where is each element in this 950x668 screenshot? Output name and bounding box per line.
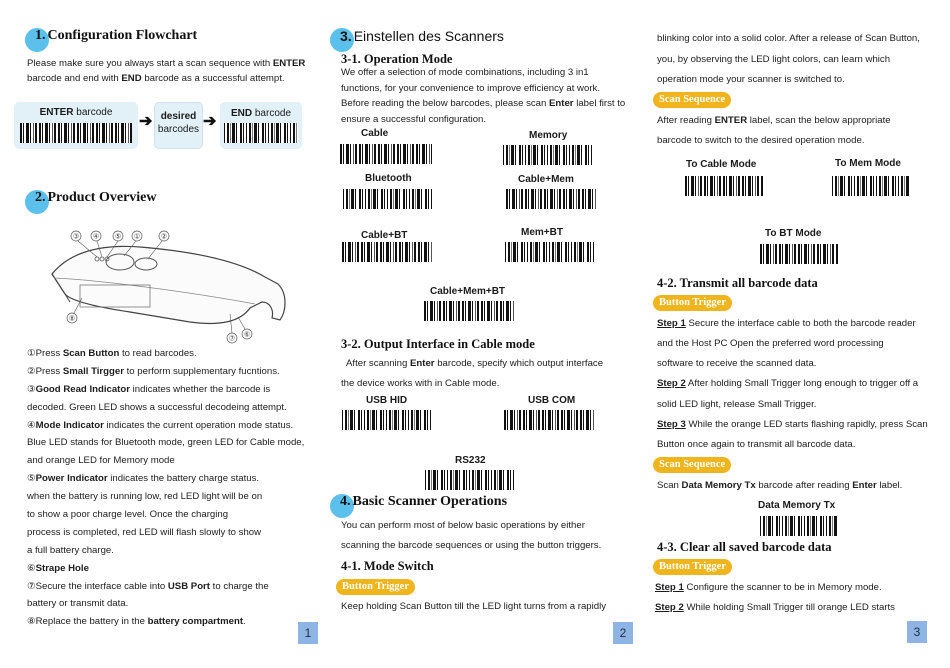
subsection-title: 3-2. Output Interface in Cable mode	[341, 337, 535, 351]
step-line: Step 3 While the orange LED starts flashing rapidly, press Scan	[657, 419, 928, 430]
paragraph-line: After scanning Enter barcode, specify which output interface	[346, 358, 604, 369]
flow-desired-line-2: barcodes	[157, 124, 200, 135]
barcode-cable	[340, 144, 432, 164]
flow-desired-line-1: desired	[160, 111, 197, 122]
section-2-heading	[25, 190, 157, 206]
section-number: 3.	[340, 28, 352, 44]
button-trigger-badge: Button Trigger	[336, 579, 415, 595]
page-3	[647, 0, 950, 668]
list-item: process is completed, red LED will flash slowly to show	[27, 526, 262, 538]
barcode-label: Memory	[529, 130, 568, 141]
section-1-heading	[25, 28, 197, 44]
paragraph-line: functions, for your convenience to improve efficiency at work.	[341, 83, 600, 94]
barcode-to-bt-mode	[760, 244, 838, 264]
section-4-heading	[330, 494, 507, 510]
barcode-cable-mem-bt	[424, 301, 515, 321]
barcode-label: Data Memory Tx	[758, 500, 836, 511]
section-number: 4.	[340, 494, 351, 509]
svg-text:④: ④	[92, 233, 100, 241]
barcode-label: To Mem Mode	[835, 158, 901, 169]
list-item: battery or transmit data.	[27, 598, 129, 610]
scanner-device-illustration	[40, 222, 290, 347]
flow-enter-label: ENTER barcode	[39, 107, 113, 118]
barcode-bluetooth	[343, 189, 433, 209]
flow-end-label: END barcode	[230, 108, 292, 119]
barcode-label: Mem+BT	[521, 227, 563, 238]
flow-desired-box	[154, 102, 203, 149]
barcode-data-memory-tx	[760, 516, 838, 536]
list-item: ⑦Secure the interface cable into USB Port to charge the	[27, 580, 269, 592]
paragraph-line: operation mode your scanner is switched to.	[657, 74, 845, 85]
list-item: ⑤Power Indicator indicates the battery charge status.	[27, 473, 260, 485]
page-number: 1	[298, 622, 318, 644]
barcode-label: Bluetooth	[365, 173, 412, 184]
list-item: ②Press Small Tirgger to perform supplementary fucntions.	[27, 365, 280, 377]
paragraph-line: ensure a successful configuration.	[341, 114, 487, 125]
subsection-title: 3-1. Operation Mode	[341, 52, 453, 66]
button-trigger-badge: Button Trigger	[653, 295, 732, 311]
barcode-memory	[503, 145, 593, 165]
paragraph-line: blinking color into a solid color. After a release of Scan Button,	[657, 33, 920, 44]
barcode-usb-com	[504, 410, 595, 430]
barcode-label: USB COM	[528, 395, 576, 406]
enter-barcode	[20, 123, 132, 143]
paragraph-line: We offer a selection of mode combinations, including 3 in1	[341, 67, 589, 78]
flow-arrow-icon: ➔	[139, 113, 153, 130]
scan-sequence-badge: Scan Sequence	[653, 92, 731, 108]
barcode-label: Cable	[361, 128, 389, 139]
list-item: to show a poor charge level. Once the charging	[27, 509, 229, 521]
paragraph-line: scanning the barcode sequences or using the button triggers.	[341, 540, 602, 551]
paragraph-line: After reading ENTER label, scan the below appropriate	[657, 115, 891, 126]
svg-text:⑥: ⑥	[243, 331, 251, 339]
barcode-to-mem-mode	[832, 176, 910, 196]
list-item: ④Mode Indicator indicates the current operation mode status.	[27, 419, 294, 431]
barcode-mem-bt	[505, 242, 595, 262]
subsection-title: 4-2. Transmit all barcode data	[657, 276, 818, 290]
svg-text:③: ③	[72, 233, 80, 241]
intro-line-2: barcode and end with END barcode as a successful attempt.	[27, 73, 285, 84]
barcode-cable-mem	[506, 189, 596, 209]
page-number: 2	[613, 622, 633, 644]
list-item: ①Press Scan Button to read barcodes.	[27, 348, 197, 359]
barcode-label: Cable+Mem+BT	[430, 286, 506, 297]
barcode-label: Cable+Mem	[518, 174, 574, 185]
paragraph-line: barcode to switch to the desired operation mode.	[657, 135, 865, 146]
paragraph-line: Before reading the below barcodes, please scan Enter label first to	[341, 98, 626, 109]
page-1	[0, 0, 325, 668]
step-line: solid LED light, release Small Trigger.	[657, 399, 817, 410]
step-line: Step 1 Secure the interface cable to both the barcode reader	[657, 318, 916, 329]
svg-text:②: ②	[160, 233, 168, 241]
paragraph-line: you, by observing the LED light colors, can learn which	[657, 54, 891, 65]
barcode-usb-hid	[342, 410, 433, 430]
section-number: 2.	[35, 190, 46, 205]
page-number: 3	[907, 621, 927, 643]
svg-text:⑧: ⑧	[68, 315, 76, 323]
paragraph-line: You can perform most of below basic operations by either	[341, 520, 585, 531]
barcode-label: Cable+BT	[361, 230, 408, 241]
barcode-cable-bt	[342, 242, 433, 262]
step-line: Step 2 While holding Small Trigger till orange LED starts	[655, 602, 895, 613]
step-line: software to receive the scanned data.	[657, 358, 817, 369]
svg-text:⑤: ⑤	[114, 233, 122, 241]
subsection-title: 4-3. Clear all saved barcode data	[657, 540, 832, 554]
list-item: and orange LED for Memory mode	[27, 455, 175, 467]
barcode-to-cable-mode	[685, 176, 763, 196]
list-item: ③Good Read Indicator indicates whether the barcode is	[27, 383, 271, 395]
product-overview-list	[27, 348, 304, 634]
barcode-label: To Cable Mode	[686, 159, 757, 170]
section-title: Configuration Flowchart	[47, 28, 198, 43]
section-title: Product Overview	[47, 190, 157, 205]
barcode-label: USB HID	[366, 395, 408, 406]
button-trigger-badge: Button Trigger	[653, 559, 732, 575]
end-barcode	[224, 123, 298, 143]
step-line: and the Host PC Open the preferred word processing	[657, 338, 884, 349]
svg-text:⑦: ⑦	[228, 335, 236, 343]
section-title: Basic Scanner Operations	[352, 494, 508, 509]
list-item: decoded. Green LED shows a successful decodeing attempt.	[27, 401, 287, 413]
list-item: a full battery charge.	[27, 544, 114, 556]
flow-end-box	[220, 102, 302, 149]
list-item: ⑧Replace the battery in the battery compartment.	[27, 616, 246, 628]
paragraph-line: Keep holding Scan Button till the LED light turns from a rapidly	[341, 601, 607, 612]
step-line: Step 1 Configure the scanner to be in Memory mode.	[655, 582, 882, 593]
section-title: Einstellen des Scanners	[353, 28, 504, 44]
svg-text:①: ①	[133, 233, 141, 241]
paragraph-line: Scan Data Memory Tx barcode after reading Enter label.	[657, 480, 903, 491]
intro-line-1: Please make sure you always start a scan sequence with ENTER	[27, 58, 306, 69]
barcode-label: RS232	[455, 455, 486, 466]
flow-arrow-icon: ➔	[203, 113, 217, 130]
section-number: 1.	[35, 28, 46, 43]
section-3-heading	[330, 28, 504, 44]
paragraph-line: the device works with in Cable mode.	[341, 378, 500, 389]
list-item: Blue LED stands for Bluetooth mode, green LED for Cable mode,	[27, 437, 305, 449]
flow-enter-box	[14, 102, 138, 149]
scan-sequence-badge: Scan Sequence	[653, 457, 731, 473]
barcode-label: To BT Mode	[765, 228, 822, 239]
barcode-rs232	[425, 470, 515, 490]
step-line: Step 2 After holding Small Trigger long enough to trigger off a	[657, 378, 919, 389]
page-2	[325, 0, 647, 668]
list-item: when the battery is running low, red LED light will be on	[27, 491, 263, 503]
step-line: Button once again to transmit all barcode data.	[657, 439, 856, 450]
subsection-title: 4-1. Mode Switch	[341, 559, 434, 573]
list-item: ⑥Strape Hole	[27, 562, 89, 574]
